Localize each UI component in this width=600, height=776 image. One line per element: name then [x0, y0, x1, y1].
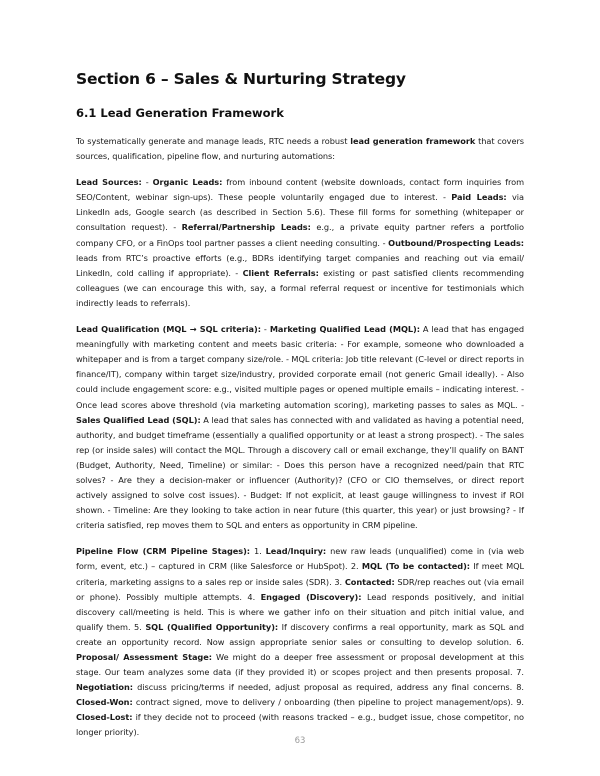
paragraph-text: 1. [250, 546, 266, 557]
bold-term: Marketing Qualified Lead (MQL): [269, 324, 420, 335]
pipeline-flow-paragraph [76, 544, 524, 740]
paragraph-text: e.g., a private equity partner refers a portfolio company CFO, or a FinOps tool partner passes a client needing consulting. - [76, 222, 524, 248]
bold-term: Lead Sources: [76, 177, 142, 188]
bold-term: Engaged (Discovery): [260, 591, 362, 602]
paragraph-text: via LinkedIn ads, Google search (as described in Section 5.6). These fill forms for something (whitepaper or consultation request). - [76, 192, 524, 233]
bold-term: Outbound/Prospecting Leads: [388, 237, 524, 248]
paragraph-text: contract signed, move to delivery / onboarding (then pipeline to project management/ops). 9. [132, 697, 524, 708]
paragraph-text: existing or past satisfied clients recommending colleagues (we can encourage this with, say, a formal referral request or incentive for testimonials which indirectly leads to referrals). [76, 267, 524, 308]
paragraph-text: Lead responds positively, and initial discovery call/meeting is held. This is where we gather info on their situation and pitch initial value, and qualify them. 5. [76, 591, 524, 632]
bold-term: Lead/Inquiry: [265, 546, 327, 557]
page-content [76, 70, 524, 752]
bold-term: Proposal/ Assessment Stage: [76, 652, 212, 662]
bold-term: Client Referrals: [242, 267, 319, 278]
bold-term: Referral/Partnership Leads: [181, 222, 311, 233]
section-title: Section 6 – Sales & Nurturing Strategy [76, 70, 406, 88]
bold-term: MQL (To be contacted): [361, 561, 471, 572]
paragraph-text: A lead that sales has connected with and validated as having a potential need, authority, and budget timeframe (essentially a qualified opportunity or at least a strong prospect). - The sales rep (or inside sales) will contact the MQL. Through a discovery call or email exchange, they’ll qualify on BANT (Budget, Authority, Need, Timeline) or similar: - Does this person have a recognized need/pain that RTC solves? - Are they a decision-maker or influencer (Authority)? (CFO or CIO themselves, or direct report actively assigned to solve cost issues). - Budget: If not explicit, at least gauge willingness to invest if ROI shown. - Timeline: Are they looking to take action in near future (this quarter, this year) or just browsing? - If criteria satisfied, rep moves them to SQL and enters as opportunity in CRM pipeline. [76, 414, 524, 531]
bold-term: Contacted: [344, 576, 395, 587]
paragraph-text: SDR/rep reaches out (via email or phone). Possibly multiple attempts. 4. [76, 576, 524, 602]
bold-term: Negotiation: [76, 682, 133, 693]
paragraph-text: - [260, 324, 270, 335]
paragraph-text: To systematically generate and manage leads, RTC needs a robust [76, 136, 351, 146]
paragraph-text: discuss pricing/terms if needed, adjust proposal as required, address any final concerns. 8. [133, 682, 524, 693]
bold-term: Paid Leads: [451, 192, 507, 203]
page-number: 63 [294, 736, 306, 746]
paragraph-text: that covers sources, qualification, pipeline flow, and nurturing automations: [76, 136, 524, 162]
paragraph-text: new raw leads (unqualified) come in (via web form, event, etc.) – captured in CRM (like Salesforce or HubSpot). 2. [76, 546, 524, 572]
paragraph-text: A lead that has engaged meaningfully with marketing content and meets basic criteria: - For example, someone who downloaded a whitepaper and is from a target company size/role. - MQL criteria: Job title relevant (C-level or direct reports in finance/IT), company within target size/industry, provided corporate email (not generic Gmail ideally). - Also could include engagement score: e.g., visited multiple pages or opened multiple emails – indicating interest. - Once lead scores above threshold (via marketing automation scoring), marketing passes to sales as MQL. - [76, 324, 524, 410]
subsection-title: 6.1 Lead Generation Framework [76, 106, 284, 120]
intro-paragraph [76, 134, 524, 164]
bold-term: Closed-Won: [76, 697, 133, 708]
paragraph-text: If discovery confirms a real opportunity, mark as SQL and create an opportunity record. Now assign appropriate senior sales or consulting to develop solution. 6. [76, 621, 524, 647]
paragraph-text: if they decide not to proceed (with reasons tracked – e.g., budget issue, chose competitor, no longer priority). [76, 712, 524, 738]
bold-term: SQL (Qualified Opportunity): [145, 621, 279, 632]
paragraph-text: leads from RTC’s proactive efforts (e.g., BDRs identifying target companies and reaching out via email/ LinkedIn, cold calling if appropriate). - [76, 252, 524, 278]
bold-term: Lead Qualification (MQL → SQL criteria): [76, 324, 261, 335]
bold-term: Closed-Lost: [76, 712, 133, 723]
paragraph-text: We might do a deeper free assessment or proposal development at this stage. Our team analyzes some data (if they provided it) or scopes project and then presents proposal. 7. [76, 652, 524, 678]
lead-sources-paragraph [76, 175, 524, 311]
paragraph-text: from inbound content (website downloads, contact form inquiries from SEO/Content, webinar sign-ups). These people voluntarily engaged due to interest. - [76, 177, 524, 203]
bold-term: Pipeline Flow (CRM Pipeline Stages): [76, 546, 251, 557]
bold-term: Organic Leads: [152, 177, 223, 188]
paragraph-text: - [141, 177, 153, 188]
bold-term: lead generation framework [350, 136, 476, 146]
paragraph-text: If meet MQL criteria, marketing assigns to a sales rep or inside sales (SDR). 3. [76, 561, 525, 587]
bold-term: Sales Qualified Lead (SQL): [76, 414, 201, 425]
lead-qualification-paragraph [76, 322, 524, 533]
